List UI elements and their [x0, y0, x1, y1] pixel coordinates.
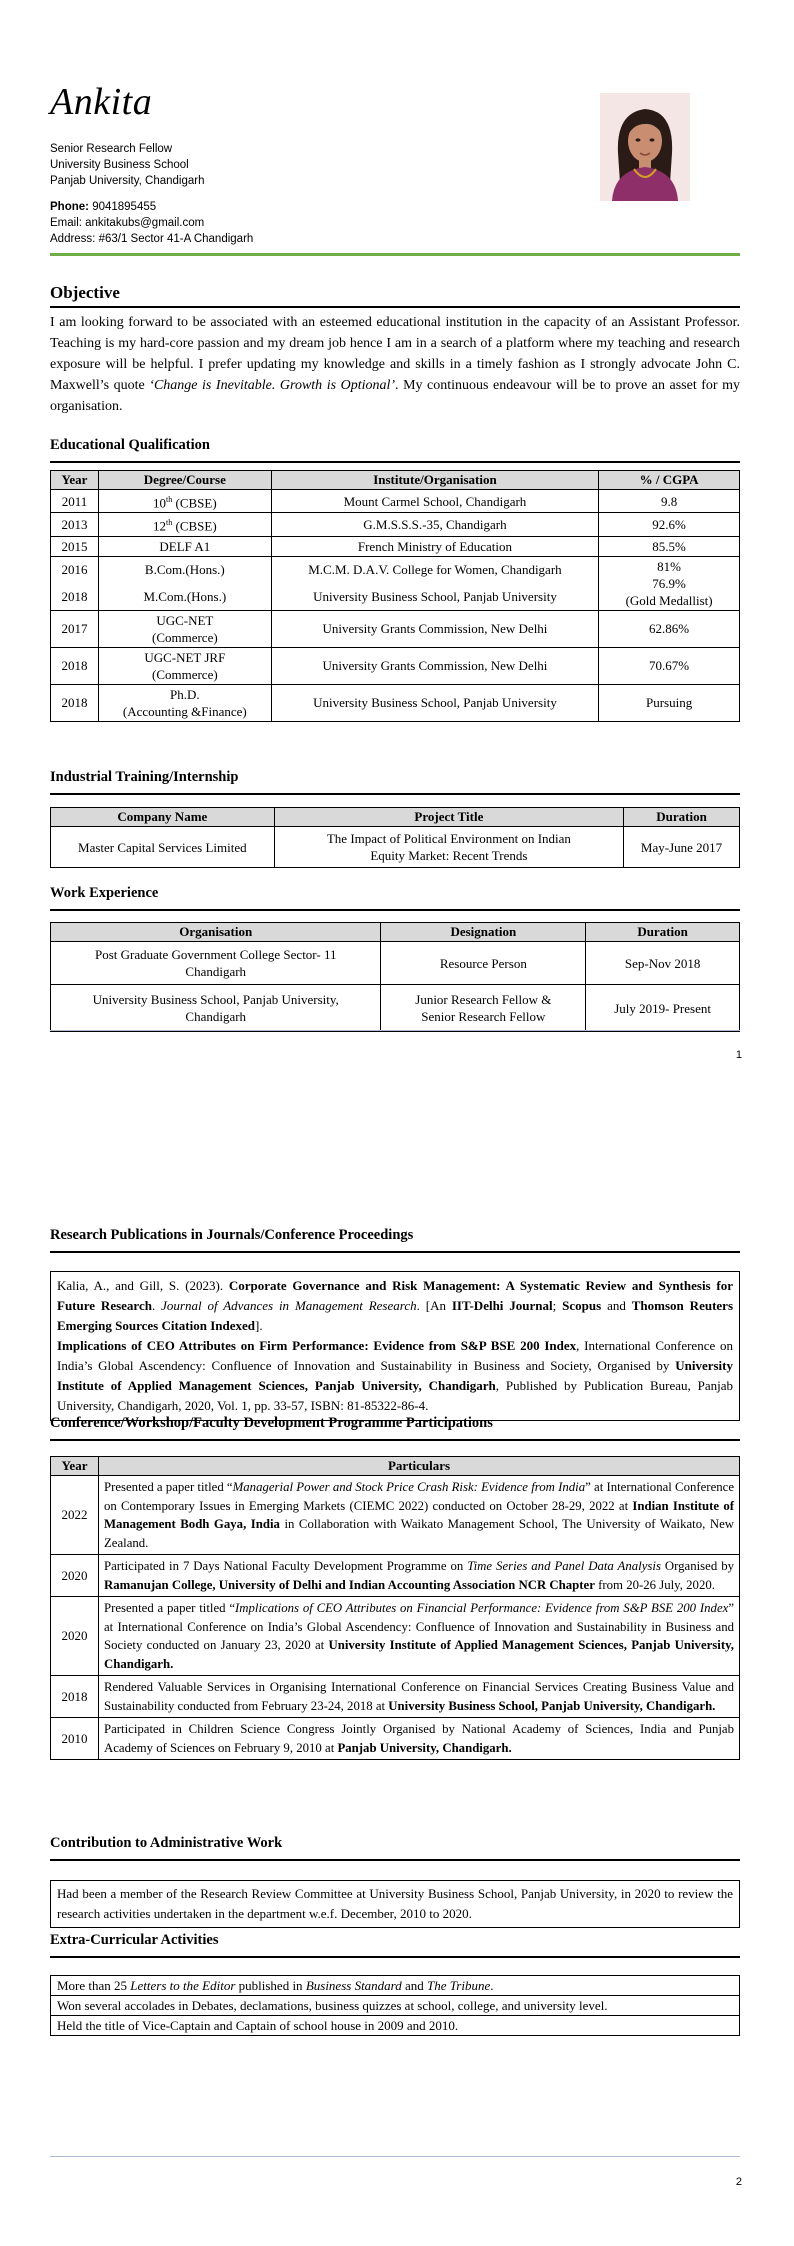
degree-suffix: (CBSE)	[172, 518, 217, 534]
score-cell: 62.86%	[599, 610, 740, 647]
publication-title: Corporate Governance and Risk Management: A Systematic Review and Synthesis for Future Research	[57, 1278, 733, 1313]
table-row	[51, 985, 740, 1032]
phone-label: Phone:	[50, 201, 89, 213]
year-cell: 2017	[51, 610, 99, 647]
degree-cell	[98, 556, 271, 610]
degree-sup: th	[166, 518, 173, 528]
particulars-cell: Presented a paper titled “Implications of CEO Attributes on Financial Performance: Evidence from S&P BSE 200 Index” at International Conference on India’s Global Ascendency: Confluence of Innovation and Sustainability in Business and Society conducted on January 23, 2020 at University Institute of Applied Management Sciences, Panjab University, Chandigarh.	[98, 1597, 739, 1676]
table-row	[51, 684, 740, 721]
publication-text: , International Conference on India’s Global Ascendency: Confluence of Innovation and Sustainability in Business and Society, Organised by	[57, 1338, 734, 1373]
extra-heading	[50, 1932, 740, 1949]
institute-cell: Mount Carmel School, Chandigarh	[271, 490, 598, 513]
year-cell: 2015	[51, 536, 99, 556]
newspaper-name: The Tribune	[427, 1978, 491, 1993]
list-item: Won several accolades in Debates, declamations, business quizzes at school, college, and university level.	[50, 1995, 740, 2015]
column-header: Project Title	[274, 808, 623, 827]
score-cell: 92.6%	[599, 513, 740, 536]
degree-subtext: (Accounting &Finance)	[122, 703, 247, 719]
conferences-heading-text: Conference/Workshop/Faculty Development Programme Participations	[50, 1415, 493, 1431]
education-heading-text: Educational Qualification	[50, 437, 210, 453]
table-row	[51, 827, 740, 868]
degree-text: UGC-NET JRF	[144, 649, 226, 665]
degree-subtext: (Commerce)	[151, 666, 218, 682]
publication-index: Scopus	[562, 1298, 602, 1313]
objective-body-end: . My continuous endeavour will be to prove an asset for my organisation.	[50, 378, 740, 414]
admin-heading-text: Contribution to Administrative Work	[50, 1835, 283, 1851]
institute-cell: G.M.S.S.S.-35, Chandigarh	[271, 513, 598, 536]
company-cell: Master Capital Services Limited	[51, 827, 275, 868]
year-cell: 2010	[51, 1718, 99, 1760]
training-heading	[50, 769, 740, 786]
column-header: Organisation	[51, 923, 381, 942]
degree-suffix: (CBSE)	[172, 495, 217, 511]
year-cell: 2013	[51, 513, 99, 536]
column-header: Duration	[624, 808, 740, 827]
degree-cell: DELF A1	[98, 536, 271, 556]
year-cell: 2020	[51, 1597, 99, 1676]
table-row	[51, 942, 740, 985]
degree-text: B.Com.(Hons.)	[144, 562, 225, 578]
year-cell: 2020	[51, 1555, 99, 1597]
designation-line: Senior Research Fellow	[421, 1009, 546, 1024]
objective-heading-text: Objective	[50, 283, 120, 302]
project-title-cell	[274, 827, 623, 868]
table-row	[51, 1597, 740, 1676]
table-row	[51, 1476, 740, 1555]
degree-cell	[98, 490, 271, 513]
particulars-cell: Participated in 7 Days National Faculty Development Programme on Time Series and Panel Data Analysis Organised by Ramanujan College, University of Delhi and Indian Accounting Association NCR Chapter from 20-26 July, 2020.	[98, 1555, 739, 1597]
page-number: 2	[735, 2176, 742, 2188]
paper-title: Implications of CEO Attributes on Financial Performance: Evidence from S&P BSE 200 Index	[235, 1601, 729, 1615]
conferences-table	[50, 1456, 740, 1760]
column-header: Company Name	[51, 808, 275, 827]
page-1	[0, 0, 794, 1120]
venue: Indian Institute of Management Bodh Gaya, India	[103, 1498, 735, 1531]
publication-title: Implications of CEO Attributes on Firm Performance: Evidence from S&P BSE 200 Index	[57, 1338, 577, 1353]
publication-text: , Published by Publication Bureau, Panjab University, Chandigarh, 2020, Vol. 1, pp. 33-57, ISBN: 81-85322-86-4.	[57, 1378, 734, 1413]
column-header: Year	[51, 1457, 99, 1476]
table-header-row	[51, 1457, 740, 1476]
profile-photo	[600, 93, 690, 201]
department: University Business School	[50, 159, 189, 171]
score-cell: Pursuing	[599, 684, 740, 721]
institute-cell: University Business School, Panjab University	[271, 684, 598, 721]
emphasis: Letters to the Editor	[130, 1978, 236, 1993]
particulars-cell: Participated in Children Science Congress Jointly Organised by National Academy of Sciences, India and Punjab Academy of Sciences on February 9, 2010 at Panjab University, Chandigarh.	[98, 1718, 739, 1760]
institute-text: M.C.M. D.A.V. College for Women, Chandigarh	[308, 562, 562, 578]
table-row	[51, 1555, 740, 1597]
publication-entry	[57, 1336, 733, 1416]
year-cell: 2022	[51, 1476, 99, 1555]
objective-body: I am looking forward to be associated with an esteemed educational institution in the capacity of an Assistant Professor. Teaching is my hard-core passion and my dream job hence I am in a search of a platform where my teaching and research exposure will be helpful. I prefer updating my knowledge and skills in a timely fashion as I strongly advocate John C. Maxwell’s quote	[50, 315, 740, 393]
degree-cell	[98, 684, 271, 721]
duration-cell: July 2019- Present	[586, 985, 740, 1032]
email: Email: ankitakubs@gmail.com	[50, 217, 205, 229]
degree-subtext: (Commerce)	[151, 629, 218, 645]
particulars-cell: Rendered Valuable Services in Organising International Conference on Financial Services Creating Business Value and Sustainability conducted from February 23-24, 2018 at University Business School, Panjab University, Chandigarh.	[98, 1676, 739, 1718]
list-item: More than 25 Letters to the Editor published in Business Standard and The Tribune.	[50, 1975, 740, 1995]
extra-list	[50, 1975, 740, 2036]
degree-text: M.Com.(Hons.)	[143, 589, 227, 605]
objective-heading	[50, 283, 740, 303]
newspaper-name: Business Standard	[305, 1978, 402, 1993]
table-row	[51, 647, 740, 684]
education-table	[50, 470, 740, 722]
year-cell: 2018	[51, 684, 99, 721]
phone-number: 9041895455	[92, 201, 157, 213]
score-cell	[599, 556, 740, 610]
degree-sup: th	[166, 495, 173, 504]
degree-text: UGC-NET	[156, 612, 214, 628]
venue: Ramanujan College, University of Delhi and Indian Accounting Association NCR Chapter	[103, 1577, 595, 1592]
project-title-line: Equity Market: Recent Trends	[370, 848, 528, 863]
organisation-line: Chandigarh	[185, 964, 247, 979]
year-cell: 2018	[51, 647, 99, 684]
degree-cell	[98, 610, 271, 647]
score-text: 76.9%	[652, 575, 686, 591]
table-header-row	[51, 923, 740, 942]
publications-heading	[50, 1227, 740, 1244]
header-divider	[50, 253, 740, 256]
publication-text: ;	[552, 1298, 563, 1313]
table-row	[51, 490, 740, 513]
project-title-line: The Impact of Political Environment on Indian	[326, 831, 571, 846]
table-header-row	[51, 471, 740, 490]
organisation-line: Chandigarh	[185, 1009, 247, 1024]
publication-authors: Kalia, A., and Gill, S. (2023).	[57, 1278, 229, 1293]
column-header: Particulars	[98, 1457, 739, 1476]
venue: University Institute of Applied Management Sciences, Panjab University, Chandigarh.	[103, 1638, 734, 1671]
organisation-cell	[51, 942, 381, 985]
score-cell: 85.5%	[599, 536, 740, 556]
year-text: 2018	[61, 589, 88, 605]
publication-organiser: University Institute of Applied Management Sciences, Panjab University, Chandigarh	[57, 1358, 733, 1393]
table-row	[51, 556, 740, 610]
work-heading	[50, 885, 740, 902]
publication-entry: Kalia, A., and Gill, S. (2023). Corporate Governance and Risk Management: A Systematic Review and Synthesis for Future Research. Journal of Advances in Management Research. [An IIT-Delhi Journal; Scopus and Thomson Reuters Emerging Sources Citation Indexed].	[57, 1278, 733, 1333]
designation: Senior Research Fellow	[50, 143, 173, 155]
degree-text: 10	[153, 495, 166, 511]
admin-heading	[50, 1835, 740, 1852]
organisation-line: Post Graduate Government College Sector- 11	[94, 947, 337, 962]
institute-cell	[271, 556, 598, 610]
paper-title: Managerial Power and Stock Price Crash Risk: Evidence from India	[232, 1480, 586, 1494]
designation-cell: Resource Person	[381, 942, 586, 985]
table-header-row	[51, 808, 740, 827]
table-row	[51, 1718, 740, 1760]
objective-text	[50, 312, 740, 417]
objective-quote: ‘Change is Inevitable. Growth is Optional’	[149, 378, 396, 393]
column-header: % / CGPA	[599, 471, 740, 490]
publication-index: Thomson Reuters Emerging Sources Citation Indexed	[57, 1298, 733, 1333]
score-cell: 70.67%	[599, 647, 740, 684]
column-header: Year	[51, 471, 99, 490]
phone-line	[50, 199, 253, 215]
year-cell	[51, 556, 99, 610]
designation-line: Junior Research Fellow &	[415, 992, 552, 1007]
candidate-name: Ankita	[50, 81, 153, 123]
degree-text: 12	[153, 518, 166, 534]
score-cell: 9.8	[599, 490, 740, 513]
list-item: Held the title of Vice-Captain and Captain of school house in 2009 and 2010.	[50, 2015, 740, 2036]
publication-index: IIT-Delhi Journal	[451, 1298, 553, 1313]
extra-heading-text: Extra-Curricular Activities	[50, 1932, 219, 1948]
training-heading-text: Industrial Training/Internship	[50, 769, 239, 785]
degree-cell	[98, 513, 271, 536]
column-header: Degree/Course	[98, 471, 271, 490]
table-row	[51, 513, 740, 536]
admin-box: Had been a member of the Research Review Committee at University Business School, Panjab University, in 2020 to review the research activities undertaken in the department w.e.f. December, 2010 to 2020.	[50, 1880, 740, 1928]
footer-divider	[50, 2156, 740, 2157]
table-row	[51, 536, 740, 556]
score-note: (Gold Medallist)	[625, 592, 713, 608]
work-table	[50, 922, 740, 1032]
particulars-cell: Presented a paper titled “Managerial Power and Stock Price Crash Risk: Evidence from India” at International Conference on Contemporary Issues in Emerging Markets (CIEMC 2022) conducted on October 28-29, 2022 at Indian Institute of Management Bodh Gaya, India in Collaboration with Waikato Management School, The University of Waikato, New Zealand.	[98, 1476, 739, 1555]
address: Address: #63/1 Sector 41-A Chandigarh	[50, 233, 254, 245]
university: Panjab University, Chandigarh	[50, 175, 205, 187]
degree-text: Ph.D.	[170, 686, 200, 702]
institute-text: University Business School, Panjab University	[313, 589, 557, 605]
duration-cell: Sep-Nov 2018	[586, 942, 740, 985]
column-header: Designation	[381, 923, 586, 942]
year-text: 2016	[61, 562, 88, 578]
publication-text: ].	[255, 1318, 263, 1333]
designation-cell	[381, 985, 586, 1032]
work-heading-text: Work Experience	[50, 885, 159, 901]
duration-cell: May-June 2017	[624, 827, 740, 868]
publication-text: . [An	[416, 1298, 452, 1313]
publication-text: and	[601, 1298, 632, 1313]
training-table	[50, 807, 740, 868]
year-cell: 2011	[51, 490, 99, 513]
table-row	[51, 610, 740, 647]
organisation-cell	[51, 985, 381, 1032]
conferences-heading	[50, 1415, 740, 1432]
institute-cell: University Grants Commission, New Delhi	[271, 610, 598, 647]
score-text: 81%	[657, 558, 682, 574]
institute-cell: French Ministry of Education	[271, 536, 598, 556]
institute-cell: University Grants Commission, New Delhi	[271, 647, 598, 684]
publication-journal: Journal of Advances in Management Research	[161, 1298, 417, 1313]
column-header: Institute/Organisation	[271, 471, 598, 490]
venue: Panjab University, Chandigarh.	[337, 1740, 512, 1755]
contact-block	[50, 141, 253, 247]
programme-title: Time Series and Panel Data Analysis	[467, 1559, 661, 1573]
page-number: 1	[735, 1049, 742, 1061]
footer-divider	[50, 1030, 740, 1031]
year-cell: 2018	[51, 1676, 99, 1718]
organisation-line: University Business School, Panjab University,	[92, 992, 339, 1007]
degree-cell	[98, 647, 271, 684]
publications-heading-text: Research Publications in Journals/Conference Proceedings	[50, 1227, 414, 1243]
column-header: Duration	[586, 923, 740, 942]
education-heading	[50, 437, 740, 454]
publications-box	[50, 1271, 740, 1421]
venue: University Business School, Panjab University, Chandigarh.	[388, 1698, 716, 1713]
table-row	[51, 1676, 740, 1718]
